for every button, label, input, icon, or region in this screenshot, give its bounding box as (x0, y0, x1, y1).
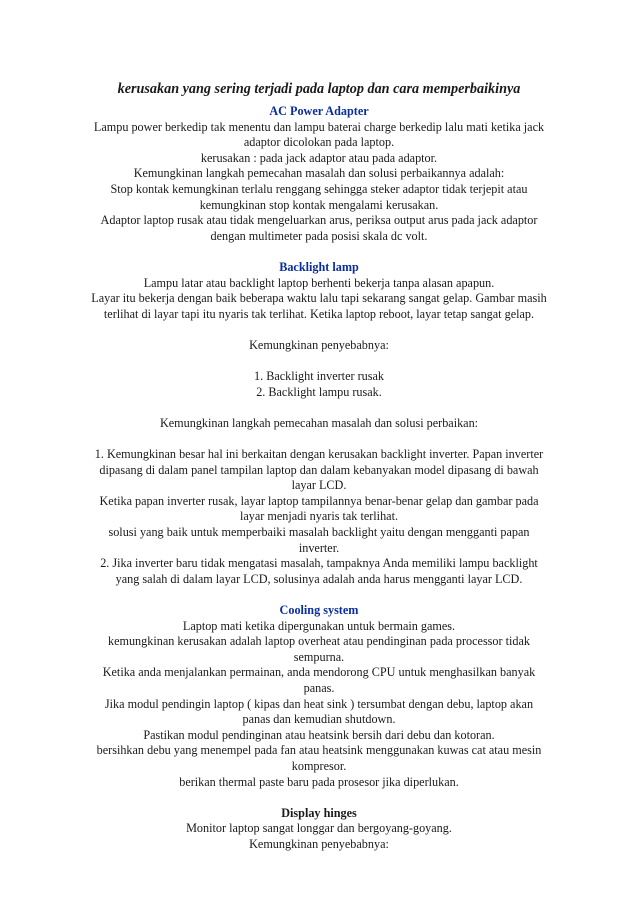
solution-line: Ketika papan inverter rusak, layar laptop tampilannya benar-benar gelap dan gambar pada (99, 493, 539, 508)
section-ac-power-adapter (60, 104, 578, 244)
solution-line: inverter. (298, 540, 340, 555)
section-heading: Cooling system (279, 603, 359, 617)
solution-line: solusi yang baik untuk memperbaiki masalah backlight yaitu dengan mengganti papan (108, 525, 530, 540)
paragraph-line: panas. (303, 680, 335, 695)
solution-line: yang salah di dalam layar LCD, solusinya adalah anda harus mengganti layar LCD. (115, 571, 523, 586)
paragraph-line: panas dan kemudian shutdown. (242, 712, 396, 727)
paragraph-line: Lampu power berkedip tak menentu dan lampu baterai charge berkedip lalu mati ketika jack (93, 119, 545, 134)
cause-item: 1. Backlight inverter rusak (254, 369, 384, 384)
solution-line: layar LCD. (291, 478, 347, 493)
paragraph-line: Pastikan modul pendinginan atau heatsink bersih dari debu dan kotoran. (143, 727, 495, 742)
paragraph-line: Jika modul pendingin laptop ( kipas dan heat sink ) tersumbat dengan debu, laptop akan (104, 696, 534, 711)
section-heading: AC Power Adapter (269, 104, 369, 118)
paragraph-line: Layar itu bekerja dengan baik beberapa waktu lalu tapi sekarang sangat gelap. Gambar masih (91, 291, 547, 306)
paragraph-line: terlihat di layar tapi itu nyaris tak terlihat. Ketika laptop reboot, layar tetap sangat gelap. (103, 306, 535, 321)
paragraph-line: Monitor laptop sangat longgar dan bergoyang-goyang. (186, 821, 452, 836)
section-backlight-lamp (60, 260, 578, 587)
cause-label: Kemungkinan penyebabnya: (249, 337, 389, 352)
paragraph-line: berikan thermal paste baru pada prosesor jika diperlukan. (179, 774, 459, 789)
paragraph-line: Stop kontak kemungkinan terlalu renggang sehingga steker adaptor tidak terjepit atau (110, 181, 528, 196)
document-page (60, 0, 578, 853)
paragraph-line: Kemungkinan penyebabnya: (249, 836, 389, 851)
paragraph-line: kemungkinan kerusakan adalah laptop overheat atau pendinginan pada processor tidak (107, 634, 530, 649)
paragraph-line: dengan multimeter pada posisi skala dc volt. (210, 228, 428, 243)
paragraph-line: sempurna. (293, 649, 345, 664)
paragraph-line: kompresor. (291, 758, 347, 773)
paragraph-line: Ketika anda menjalankan permainan, anda mendorong CPU untuk menghasilkan banyak (102, 665, 536, 680)
paragraph-line: kemungkinan stop kontak mengalami kerusakan. (199, 197, 439, 212)
solution-line: 1. Kemungkinan besar hal ini berkaitan dengan kerusakan backlight inverter. Papan inverter (94, 447, 544, 462)
solution-line: dipasang di dalam panel tampilan laptop dan dalam kebanyakan model dipasang di bawah (99, 462, 539, 477)
solution-line: 2. Jika inverter baru tidak mengatasi masalah, tampaknya Anda memiliki lampu backlight (100, 556, 538, 571)
cause-item: 2. Backlight lampu rusak. (256, 384, 382, 399)
document-title: kerusakan yang sering terjadi pada laptop dan cara memperbaikinya (117, 81, 521, 97)
paragraph-line: bersihkan debu yang menempel pada fan atau heatsink menggunakan kuwas cat atau mesin (96, 743, 542, 758)
section-display-hinges (60, 806, 578, 853)
section-heading-plain: Display hinges (281, 805, 357, 820)
paragraph-line: Kemungkinan langkah pemecahan masalah dan solusi perbaikannya adalah: (133, 166, 505, 181)
section-cooling-system (60, 603, 578, 790)
paragraph-line: Adaptor laptop rusak atau tidak mengeluarkan arus, periksa output arus pada jack adaptor (100, 213, 538, 228)
section-heading: Backlight lamp (279, 259, 359, 274)
solution-label: Kemungkinan langkah pemecahan masalah dan solusi perbaikan: (159, 415, 479, 430)
paragraph-line: Lampu latar atau backlight laptop berhenti bekerja tanpa alasan apapun. (143, 275, 495, 290)
paragraph-line: kerusakan : pada jack adaptor atau pada adaptor. (200, 150, 438, 165)
paragraph-line: adaptor dicolokan pada laptop. (243, 135, 395, 150)
solution-line: layar menjadi nyaris tak terlihat. (239, 509, 399, 524)
paragraph-line: Laptop mati ketika dipergunakan untuk bermain games. (182, 618, 456, 633)
